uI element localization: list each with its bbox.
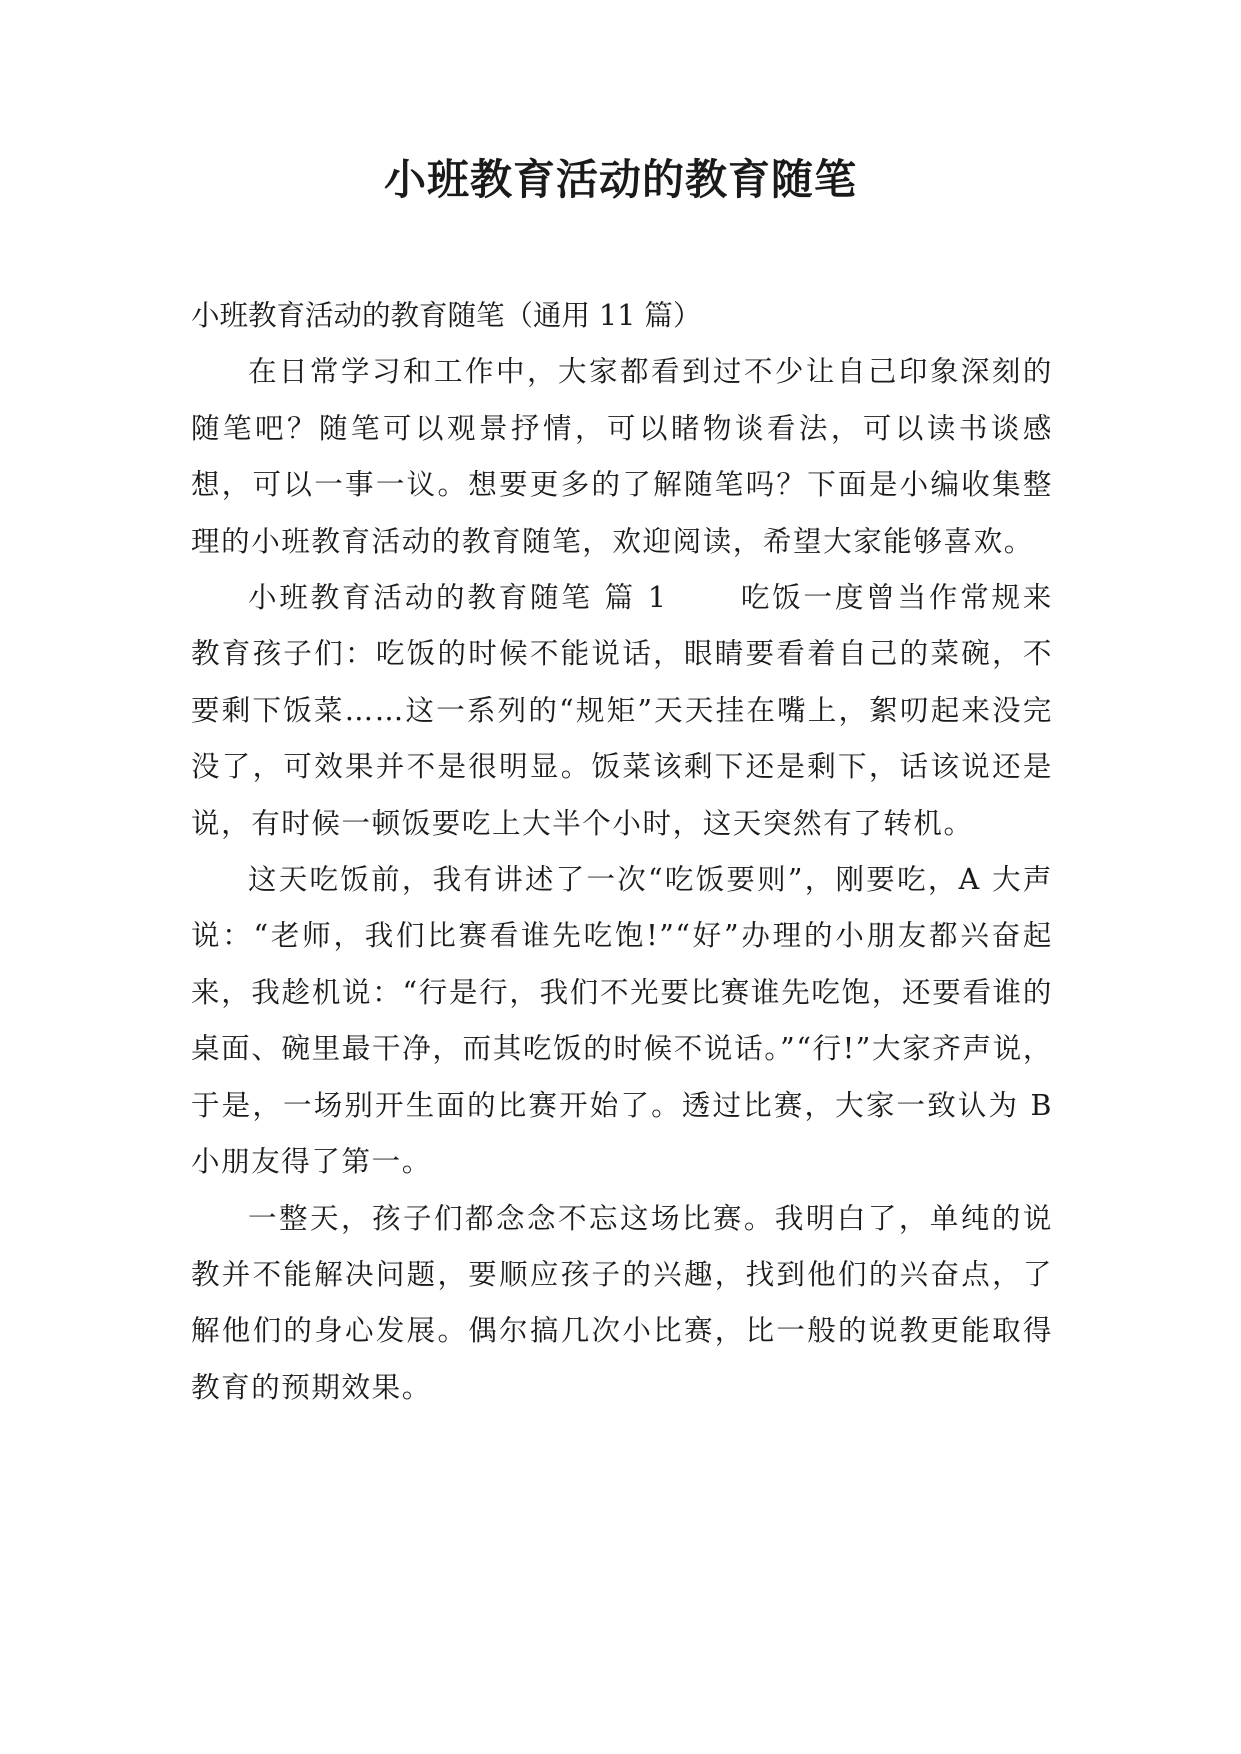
document-subtitle: 小班教育活动的教育随笔（通用 11 篇） [191,299,702,332]
section-1-paragraph-2: 这天吃饭前，我有讲述了一次“吃饭要则”，刚要吃，A 大声说：“老师，我们比赛看谁先吃饱!”“好”办理的小朋友都兴奋起来，我趁机说：“行是行，我们不光要比赛谁先吃饱，还要看谁的桌面、碗里最干净，而其吃饭的时候不说话。”“行!”大家齐声说，于是，一场别开生面的比赛开始了。透过比赛，大家一致认为 B 小朋友得了第一。 [191,863,1053,1179]
intro-paragraph: 在日常学习和工作中，大家都看到过不少让自己印象深刻的随笔吧？随笔可以观景抒情，可以睹物谈看法，可以读书谈感想，可以一事一议。想要更多的了解随笔吗？下面是小编收集整理的小班教育活动的教育随笔，欢迎阅读，希望大家能够喜欢。 [191,355,1053,558]
document-body [191,288,1053,1416]
section-1-paragraph-1 [191,570,1053,852]
section-1-paragraph-1-text: 吃饭一度曾当作常规来教育孩子们：吃饭的时候不能说话，眼睛要看着自己的菜碗，不要剩下饭菜……这一系列的“规矩”天天挂在嘴上，絮叨起来没完没了，可效果并不是很明显。饭菜该剩下还是剩下，话该说还是说，有时候一顿饭要吃上大半个小时，这天突然有了转机。 [191,581,1053,840]
section-1-paragraph-3: 一整天，孩子们都念念不忘这场比赛。我明白了，单纯的说教并不能解决问题，要顺应孩子的兴趣，找到他们的兴奋点，了解他们的身心发展。偶尔搞几次小比赛，比一般的说教更能取得教育的预期效果。 [191,1201,1053,1404]
section-1-heading: 小班教育活动的教育随笔 篇 1 [248,581,668,615]
document-title: 小班教育活动的教育随笔 [383,155,857,204]
